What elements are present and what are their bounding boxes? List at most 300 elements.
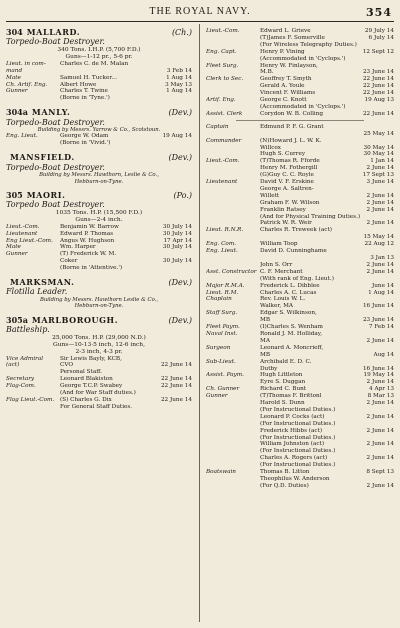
crew-row [206, 310, 394, 317]
crew-name: David D. Cunninghame [260, 248, 327, 255]
crew-rank: Eng. Capt. [206, 48, 237, 55]
crew-rank: Clerk to Sec. [206, 76, 244, 83]
crew-date: 22 June 14 [160, 396, 192, 403]
crew-date: 22 June 14 [160, 362, 192, 369]
crew-name: Charles T. Twine [60, 88, 108, 95]
crew-row [6, 244, 192, 251]
crew-row [206, 186, 394, 193]
crew-row [206, 193, 394, 200]
crew-row [206, 97, 394, 104]
crew-date: 2 June 14 [366, 455, 394, 462]
crew-rank: Lieut. R.M. [206, 289, 239, 296]
crew-rank: Lieut. in com- [6, 60, 46, 67]
crew-name: Theophilus W. Anderson [260, 476, 330, 482]
crew-name: Gerald A. Youle [260, 83, 305, 90]
crew-rank: Lieut.-Com. [6, 223, 40, 230]
crew-rank: Eng. Com. [206, 241, 237, 248]
crew-rank: Flag-Com. [6, 383, 36, 390]
left-column [6, 28, 192, 624]
builder-note: Hebburn-on-Tyne. [74, 303, 124, 310]
ship-heading [6, 108, 192, 117]
ship-heading [6, 316, 192, 325]
crew-date: 15 May 14 [363, 234, 394, 241]
crew-rank: Fleet Paym. [206, 324, 240, 331]
crew-name: (T) Frederick W. M. [60, 251, 117, 258]
crew-row [206, 324, 394, 331]
crew-date: 22 June 14 [362, 76, 394, 83]
ship-name: MAORI. [26, 189, 66, 200]
crew-name: David V. F. Erskine [260, 179, 314, 186]
crew-name: Rev. Louis W. L. [260, 296, 306, 303]
crew-name: George A. Saltren- [260, 185, 314, 192]
crew-name: Patrick W. R. Weir [260, 220, 312, 227]
crew-rank: Mate [6, 244, 21, 251]
crew-name: (For Instructional Duties.) [260, 462, 336, 469]
crew-row [6, 88, 192, 95]
crew-name: Coker [60, 258, 78, 265]
ship-entry [6, 108, 192, 147]
crew-row [206, 455, 394, 462]
crew-date: 22 June 14 [362, 83, 394, 90]
crew-row [6, 390, 192, 397]
crew-row [206, 276, 394, 283]
crew-name: Graham F. W. Wilson [260, 199, 320, 206]
crew-row [206, 241, 394, 248]
crew-date: 19 May 14 [363, 372, 394, 379]
crew-row [6, 133, 192, 140]
crew-row [206, 441, 394, 448]
crew-name: Benjamin W. Barrow [60, 223, 119, 230]
crew-name: For General Staff Duties. [60, 403, 133, 410]
crew-rank: Vice Admiral [6, 355, 44, 362]
crew-row [206, 138, 394, 145]
crew-rank: Gunner [206, 393, 228, 400]
crew-row [206, 234, 394, 241]
crew-row [206, 469, 394, 476]
crew-name: Henry W. Finlayson, [260, 62, 318, 69]
crew-name: (T)Thomas F. Brittonl [260, 393, 322, 400]
crew-date: 30 July 14 [162, 244, 192, 251]
crew-row [206, 483, 394, 490]
crew-row [206, 111, 394, 118]
crew-row [206, 352, 394, 359]
crew-row [206, 49, 394, 56]
crew-row [206, 28, 394, 35]
crew-date: 19 Aug 13 [364, 97, 394, 104]
crew-name: Angus W. Hughson [60, 237, 115, 244]
crew-name: Hugh Littleton [260, 372, 303, 379]
ship-division: (Dev.) [168, 153, 192, 163]
ship-particulars: Guns—2-4 inch. [75, 216, 123, 223]
crew-row [206, 200, 394, 207]
crew-date: 2 June 14 [366, 199, 394, 206]
crew-name: Dutby [260, 365, 278, 372]
header-rule [6, 21, 394, 22]
crew-row [6, 258, 192, 265]
crew-row [206, 104, 394, 111]
crew-rank: Sub-Lieut. [206, 358, 236, 365]
crew-date: 2 June 14 [366, 337, 394, 344]
crew-date: 30 May 14 [363, 144, 394, 151]
crew-row [206, 69, 394, 76]
crew-row [206, 407, 394, 414]
ship-entry [6, 153, 192, 185]
crew-name: (G)Guy C. C. Royle [260, 172, 314, 179]
crew-row [206, 476, 394, 483]
crew-date: 22 June 14 [362, 110, 394, 117]
ship-particulars: 2-3 inch, 4-3 pr. [75, 348, 123, 355]
crew-date: June 14 [371, 282, 394, 289]
crew-name: M.B. [260, 69, 274, 76]
crew-date: Aug 14 [373, 351, 394, 358]
crew-date: 8 Sept 13 [366, 469, 394, 476]
crew-row [206, 56, 394, 63]
crew-row [206, 220, 394, 227]
crew-row [206, 366, 394, 373]
crew-name: (T)Thomas R. Fforde [260, 158, 320, 165]
crew-name: Frederick Hibbs (act) [260, 427, 323, 434]
crew-row [206, 428, 394, 435]
crew-rank: Naval Inst. [206, 330, 238, 337]
ship-heading [6, 191, 192, 200]
crew-row [6, 369, 192, 376]
crew-date: 2 June 14 [366, 261, 394, 268]
crew-row [206, 83, 394, 90]
column-divider [199, 24, 200, 622]
crew-name: (For Instructional Duties.) [260, 434, 336, 441]
crew-name: William Johnston (act) [260, 441, 325, 448]
crew-row [6, 68, 192, 75]
crew-rank: Lieut.-Com. [206, 158, 240, 165]
crew-name: Sir Lewis Bayly, KCB, [60, 355, 122, 362]
crew-name: Vincent F. Williams [260, 90, 316, 97]
crew-row [206, 179, 394, 186]
crew-date: 2 June 14 [366, 427, 394, 434]
crew-name: Edmund P. F. G. Grant [260, 123, 324, 130]
crew-row [206, 414, 394, 421]
ship-type: Torpedo-Boat Destroyer. [6, 37, 105, 47]
crew-name: Leonard Blakiston [60, 376, 113, 383]
crew-name: Franklin Ratsey [260, 206, 306, 213]
crew-name: Charles A. Rogers (act) [260, 455, 328, 462]
right-column [206, 28, 394, 624]
crew-name: Walker, MA [260, 303, 294, 310]
ship-entry [6, 191, 192, 272]
crew-row [206, 283, 394, 290]
crew-date: 19 Aug 14 [162, 133, 192, 140]
crew-rank: Artif. Eng. [206, 97, 236, 104]
ship-type: Torpedo Boat Destroyer. [6, 200, 105, 210]
crew-rank: Secretary [6, 376, 35, 383]
crew-row [6, 251, 192, 258]
crew-date: 16 June 14 [362, 365, 394, 372]
crew-name: CVO [60, 362, 74, 369]
crew-date: 2 June 14 [366, 379, 394, 386]
crew-name: Eyre S. Duggan [260, 379, 306, 386]
ship-type: Torpedo-Boat Destroyer. [6, 162, 105, 172]
crew-row [206, 421, 394, 428]
crew-row [206, 207, 394, 214]
crew-row [6, 238, 192, 245]
crew-rank: Gunner [6, 88, 28, 95]
ship-division: (Dev.) [168, 278, 192, 288]
crew-date: 22 June 14 [362, 90, 394, 97]
ship-division: (Dev.) [168, 108, 192, 118]
crew-date: 22 June 14 [160, 376, 192, 383]
crew-date: 3 Jan 13 [370, 255, 394, 261]
crew-date: 2 June 14 [366, 482, 394, 489]
ship-type: Flotilla Leader. [6, 287, 68, 297]
crew-date: 4 Apr 13 [369, 386, 394, 393]
crew-date: 2 June 14 [366, 220, 394, 227]
crew-rank: Flag Lieut.-Com. [6, 396, 55, 403]
crew-name: Hugh S. Currey [260, 151, 306, 158]
crew-date: 6 July 14 [368, 34, 394, 41]
ship-type: Torpedo-Boat Destroyer. [6, 117, 105, 127]
ship-name: MARLBOROUGH. [31, 314, 119, 325]
crew-rank: Gunner [6, 251, 28, 258]
crew-row [206, 331, 394, 338]
crew-rank: (act) [6, 362, 20, 369]
crew-row [206, 338, 394, 345]
crew-date: 30 July 14 [162, 230, 192, 237]
crew-row [6, 265, 192, 272]
crew-rank: Surgeon [206, 344, 231, 351]
crew-rank: Lieutenant [206, 179, 238, 186]
ship-division: (Ch.) [171, 28, 192, 37]
crew-rank: Mate [6, 74, 21, 81]
crew-date: 1 Jan 14 [370, 158, 394, 165]
crew-name: Leonard A. Moncrieff, [260, 344, 324, 351]
crew-row [206, 372, 394, 379]
ship-heading [6, 28, 192, 37]
crew-date: 3 Feb 14 [166, 67, 192, 74]
crew-rank: Major R.M.A. [206, 282, 245, 289]
crew-row [206, 462, 394, 469]
ship-particulars: 340 Tons. I.H.P. (5,700 F.D.) [57, 46, 141, 53]
crew-name: (For Q.D. Duties) [260, 482, 309, 489]
crew-name: Henry M. Fothergill [260, 165, 318, 172]
crew-date: 30 July 14 [162, 258, 192, 265]
crew-name: Albert Howe [60, 81, 97, 88]
builder-note: Building by Messrs. Yarrow & Co., Scotstoun. [37, 127, 161, 134]
crew-row [206, 296, 394, 303]
crew-name: MA [260, 337, 270, 344]
crew-name: MB [260, 317, 271, 324]
crew-date: 2 June 14 [366, 268, 394, 275]
crew-row [206, 214, 394, 221]
crew-date: 2 June 14 [366, 413, 394, 420]
crew-date: 16 June 14 [362, 303, 394, 310]
ship-entry [6, 316, 192, 411]
crew-row [206, 90, 394, 97]
crew-name: (Accommodated in 'Cyclops.') [260, 103, 346, 110]
crew-name: Wm. Harper [60, 244, 96, 251]
crew-name: Charles A. C. Lucas [260, 289, 317, 296]
crew-name: C. F. Merchant [260, 268, 303, 275]
crew-rank: mand [6, 67, 23, 74]
crew-rank: Commander [206, 137, 242, 144]
ship-division: (Po.) [173, 190, 192, 200]
crew-row [206, 131, 394, 138]
crew-row [6, 75, 192, 82]
crew-date: 30 July 14 [162, 223, 192, 230]
crew-rank: Eng. Lieut. [6, 133, 38, 140]
page-title: THE ROYAL NAVY. [149, 6, 251, 17]
crew-row [206, 145, 394, 152]
section-rule [236, 120, 364, 121]
crew-name: (N)Howard J. L. W. K. [260, 137, 322, 144]
builder-note: Building by Messrs. Hawthorn Leslie & Co., [39, 296, 159, 303]
crew-rank: Eng. Lieut. [206, 248, 238, 255]
ship-name: MARKSMAN. [10, 277, 75, 288]
crew-row [206, 435, 394, 442]
crew-date: 22 Aug 12 [364, 241, 394, 248]
crew-date: 17 Sept 13 [362, 172, 394, 179]
crew-row [6, 362, 192, 369]
crew-rank: Staff Surg. [206, 310, 238, 317]
crew-rank: Eng Lieut.-Com. [6, 237, 53, 244]
crew-row [206, 303, 394, 310]
crew-name: Richard C. Bunt [260, 386, 307, 393]
crew-name: Leonard P. Cocks (act) [260, 413, 325, 420]
crew-row [6, 95, 192, 102]
crew-date: 23 June 14 [362, 69, 394, 76]
crew-name: Archibald E. D. C. [260, 358, 312, 365]
crew-name: MB [260, 351, 271, 358]
crew-date: 23 June 14 [362, 317, 394, 324]
crew-name: Charles R. Treweek (act) [260, 227, 332, 234]
crew-name: George T.C.P. Swabey [60, 383, 123, 390]
crew-row [206, 386, 394, 393]
ship-name: MANLY. [31, 107, 71, 118]
crew-date: 8 Mar 13 [367, 393, 394, 400]
crew-row [206, 393, 394, 400]
crew-name: George C. Knott [260, 97, 307, 104]
crew-name: (For Instructional Duties.) [260, 406, 336, 413]
crew-name: (Borne in 'Vivid.') [60, 140, 111, 147]
crew-row [206, 172, 394, 179]
crew-row [6, 376, 192, 383]
crew-row [206, 35, 394, 42]
crew-date: 2 June 14 [366, 206, 394, 213]
crew-name: (And for Physical Training Duties.) [260, 213, 361, 220]
crew-row [206, 290, 394, 297]
crew-rank: Lieut. R.N.R. [206, 227, 244, 234]
ship-entry [6, 28, 192, 102]
crew-name: (Accommodated in 'Cyclops.') [260, 55, 346, 62]
crew-date: 2 June 14 [366, 165, 394, 172]
crew-name: Henry P. Vining [260, 48, 305, 55]
crew-rank: Ch. Gunner [206, 386, 240, 393]
crew-rank: Chaplain [206, 296, 232, 303]
crew-rank: Asst. Constructor [206, 268, 257, 275]
crew-date: 2 June 14 [366, 192, 394, 199]
crew-row [206, 63, 394, 70]
crew-name: (For Instructional Duties.) [260, 448, 336, 455]
crew-rank: Assist. Paym. [206, 372, 244, 379]
crew-rank: Assist. Clerk [206, 110, 243, 117]
crew-name: John S. Orr [260, 261, 293, 268]
crew-name: Willett [260, 192, 280, 199]
crew-row [6, 356, 192, 363]
crew-date: 1 Aug 14 [166, 74, 192, 81]
crew-date: 3 June 14 [366, 179, 394, 186]
ship-particulars: 1035 Tons. H.P. (15,500 F.D.) [55, 209, 143, 216]
crew-row [6, 140, 192, 147]
crew-date: 1 Aug 14 [166, 88, 192, 95]
crew-date: 1 Aug 14 [368, 289, 394, 296]
crew-name: William Toop [260, 241, 298, 248]
crew-row [6, 383, 192, 390]
crew-date: 29 July 14 [364, 28, 394, 34]
crew-row [6, 224, 192, 231]
crew-row [206, 269, 394, 276]
crew-row [206, 151, 394, 158]
crew-name: Willcox [260, 144, 282, 151]
crew-name: (Borne in 'Tyne.') [60, 95, 110, 102]
builder-note: Building by Messrs. Hawthorn, Leslie & Co., [39, 172, 159, 179]
crew-row [206, 448, 394, 455]
crew-row [206, 379, 394, 386]
crew-name: Corydon W. B. Colling [260, 110, 324, 117]
crew-row [206, 227, 394, 234]
crew-row [206, 359, 394, 366]
crew-row [206, 345, 394, 352]
crew-rank: Captain [206, 123, 229, 130]
ship-type: Battleship. [6, 325, 50, 335]
crew-date: 30 May 14 [363, 151, 394, 158]
crew-name: Frederick L. Dibblee [260, 282, 320, 289]
crew-date: 12 Sept 12 [362, 48, 394, 55]
crew-rank: Ch. Artif. Eng. [6, 81, 48, 88]
crew-date: 22 June 14 [160, 383, 192, 390]
crew-rank: Fleet Surg. [206, 62, 239, 69]
crew-name: (Borne in 'Attentive.') [60, 265, 123, 272]
crew-date: 2 June 14 [366, 441, 394, 448]
ship-heading [6, 278, 192, 287]
crew-name: Edgar S. Wilkinson, [260, 310, 317, 317]
crew-name: Samuel H. Tucker... [60, 74, 117, 81]
crew-name: Edward L. Grieve [260, 28, 311, 34]
ship-particulars: Guns—1-12 pr., 5-6 pr. [65, 53, 133, 60]
crew-row [6, 404, 192, 411]
crew-name: Thomas B. Litton [260, 469, 310, 476]
crew-date: 25 May 14 [363, 130, 394, 137]
crew-name: (With rank of Eng. Lieut.) [260, 275, 334, 282]
crew-rank: Lieutenant [6, 230, 38, 237]
crew-row [206, 255, 394, 262]
crew-name: Harold S. Dunn [260, 400, 305, 407]
crew-row [6, 61, 192, 68]
ship-number: 305 [6, 189, 23, 200]
page-number: 354 [366, 6, 392, 19]
crew-row [6, 231, 192, 238]
crew-row [206, 42, 394, 49]
builder-note: Hebburn-on-Tyne. [74, 178, 124, 185]
ship-name: MANSFIELD. [10, 152, 75, 163]
ship-number: 304a [6, 107, 28, 118]
crew-row [6, 397, 192, 404]
crew-row [206, 400, 394, 407]
crew-row [206, 76, 394, 83]
crew-name: Charles C. de M. Malan [60, 60, 129, 67]
crew-row [206, 248, 394, 255]
crew-row [206, 124, 394, 131]
ship-number: 304 [6, 28, 23, 37]
crew-date: 7 Feb 14 [368, 324, 394, 331]
running-head [0, 6, 400, 20]
